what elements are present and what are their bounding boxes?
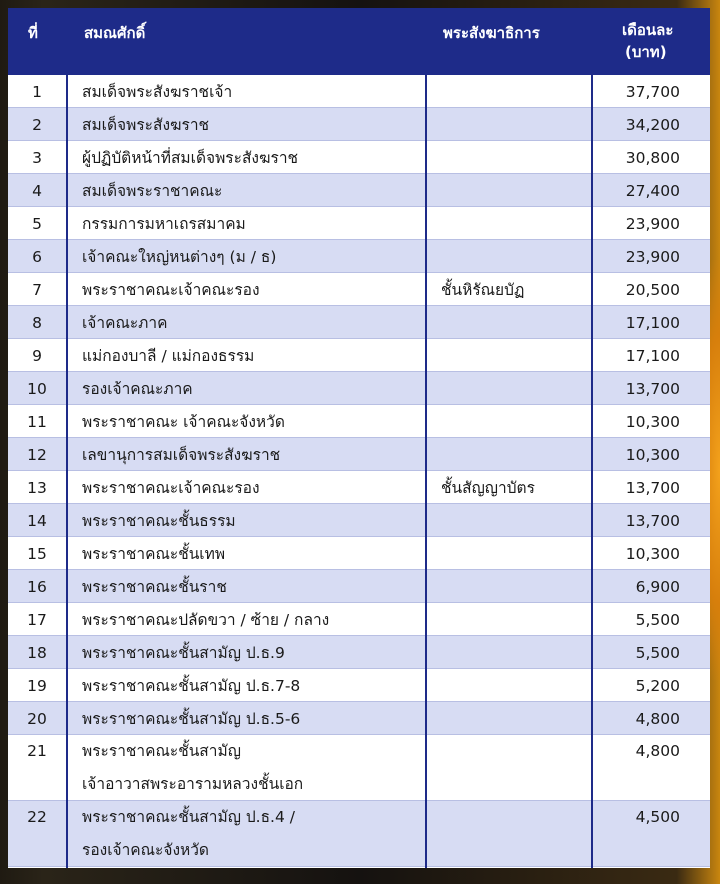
row-number: 18: [27, 643, 47, 662]
rank-title: พระราชาคณะปลัดขวา / ซ้าย / กลาง: [82, 611, 330, 629]
row-number: 4: [32, 181, 42, 200]
rank-title: พระราชาคณะชั้นสามัญ ป.ธ.9: [82, 644, 285, 662]
column-divider: [591, 75, 593, 868]
row-number: 17: [27, 610, 47, 629]
row-number: 8: [32, 313, 42, 332]
row-number: 13: [27, 478, 47, 497]
sub-rank: [427, 636, 593, 669]
table-row: [8, 438, 710, 471]
sub-rank: [427, 669, 593, 702]
sub-rank: [427, 141, 593, 174]
row-number: 14: [27, 511, 47, 530]
table-row: [8, 306, 710, 339]
sub-rank: [427, 702, 593, 735]
header-no: ที่: [28, 24, 38, 42]
table-row: [8, 504, 710, 537]
table-row: [8, 240, 710, 273]
sub-rank: [427, 801, 593, 867]
table-row: [8, 471, 710, 504]
row-number: 21: [27, 742, 47, 760]
sub-rank: ชั้นสัญญาบัตร: [441, 479, 535, 497]
row-number: 6: [32, 247, 42, 266]
rank-title-line: พระราชาคณะชั้นสามัญ: [82, 742, 241, 760]
row-number: 19: [27, 676, 47, 695]
monthly-allowance: 13,700: [625, 511, 680, 530]
row-number: 10: [27, 379, 47, 398]
row-number: 3: [32, 148, 42, 167]
rank-title: พระราชาคณะชั้นสามัญ ป.ธ.7-8: [82, 677, 301, 695]
monthly-allowance: 23,900: [625, 214, 680, 233]
table-row: [8, 75, 710, 108]
monthly-allowance: 20,500: [625, 280, 680, 299]
rank-title: [68, 801, 423, 867]
sub-rank: [427, 108, 593, 141]
monthly-allowance: 4,800: [635, 709, 680, 728]
row-number: 22: [27, 808, 47, 826]
row-number: 20: [27, 709, 47, 728]
monthly-allowance: 10,300: [625, 445, 680, 464]
table-header: [8, 8, 710, 75]
monthly-allowance: 13,700: [625, 379, 680, 398]
row-number: 1: [32, 82, 42, 101]
monthly-allowance: 27,400: [625, 181, 680, 200]
sub-rank: [427, 537, 593, 570]
sub-rank: [427, 240, 593, 273]
sub-rank: [427, 735, 593, 801]
monthly-allowance: 13,700: [625, 478, 680, 497]
column-divider: [425, 75, 427, 868]
monthly-allowance: 5,500: [635, 643, 680, 662]
monthly-allowance: 4,500: [635, 808, 680, 826]
rank-title: พระราชาคณะชั้นเทพ: [82, 545, 226, 563]
table-row: [8, 405, 710, 438]
sub-rank: ชั้นหิรัณยบัฏ: [441, 281, 525, 299]
sub-rank: [427, 405, 593, 438]
sub-rank: [427, 603, 593, 636]
sub-rank: [427, 174, 593, 207]
rank-title: พระราชาคณะเจ้าคณะรอง: [82, 479, 260, 497]
monthly-allowance: 30,800: [625, 148, 680, 167]
rank-title: พระราชาคณะชั้นธรรม: [82, 512, 236, 530]
table-row: [8, 669, 710, 702]
table-row: [8, 636, 710, 669]
table-row: [8, 603, 710, 636]
header-title: สมณศักดิ์: [84, 24, 146, 42]
table-row: [8, 339, 710, 372]
monthly-allowance: 6,900: [635, 577, 680, 596]
row-number: 2: [32, 115, 42, 134]
monthly-allowance: 10,300: [625, 412, 680, 431]
monthly-allowance: 23,900: [625, 247, 680, 266]
rank-title: ผู้ปฏิบัติหน้าที่สมเด็จพระสังฆราช: [82, 149, 299, 167]
row-divider: [8, 866, 710, 867]
rank-title-line: พระราชาคณะชั้นสามัญ ป.ธ.4 /: [82, 808, 295, 826]
table-row: [8, 174, 710, 207]
table-row: [8, 141, 710, 174]
sub-rank: [427, 438, 593, 471]
allowance-table: [8, 8, 710, 868]
table-row: [8, 801, 710, 867]
header-sub: พระสังฆาธิการ: [443, 24, 540, 42]
rank-title-line: รองเจ้าคณะจังหวัด: [82, 841, 209, 859]
sub-rank: [427, 372, 593, 405]
monthly-allowance: 10,300: [625, 544, 680, 563]
table-row: [8, 537, 710, 570]
rank-title: [68, 735, 423, 801]
rank-title: เลขานุการสมเด็จพระสังฆราช: [82, 446, 281, 464]
sub-rank: [427, 339, 593, 372]
rank-title: พระราชาคณะ เจ้าคณะจังหวัด: [82, 413, 285, 431]
rank-title: เจ้าคณะภาค: [82, 314, 168, 332]
table-row: [8, 207, 710, 240]
monthly-allowance: 4,800: [635, 742, 680, 760]
table-row: [8, 702, 710, 735]
rank-title: แม่กองบาลี / แม่กองธรรม: [82, 347, 255, 365]
column-divider: [66, 75, 68, 868]
table-row: [8, 108, 710, 141]
sub-rank: [427, 504, 593, 537]
rank-title: พระราชาคณะชั้นราช: [82, 578, 227, 596]
monthly-allowance: 34,200: [625, 115, 680, 134]
rank-title: รองเจ้าคณะภาค: [82, 380, 193, 398]
table-row: [8, 735, 710, 801]
rank-title: สมเด็จพระสังฆราช: [82, 116, 210, 134]
sub-rank: [427, 570, 593, 603]
sub-rank: [427, 75, 593, 108]
monthly-allowance: 17,100: [625, 346, 680, 365]
header-pay-line2: (บาท): [625, 43, 667, 61]
monthly-allowance: 5,500: [635, 610, 680, 629]
rank-title: กรรมการมหาเถรสมาคม: [82, 215, 246, 233]
row-number: 5: [32, 214, 42, 233]
rank-title: สมเด็จพระราชาคณะ: [82, 182, 223, 200]
rank-title: พระราชาคณะเจ้าคณะรอง: [82, 281, 260, 299]
rank-title: สมเด็จพระสังฆราชเจ้า: [82, 83, 233, 101]
rank-title-line: เจ้าอาวาสพระอารามหลวงชั้นเอก: [82, 775, 304, 793]
monthly-allowance: 5,200: [635, 676, 680, 695]
table-row: [8, 570, 710, 603]
rank-title: เจ้าคณะใหญ่หนต่างๆ (ม / ธ): [82, 248, 277, 266]
row-number: 12: [27, 445, 47, 464]
table-row: [8, 372, 710, 405]
header-pay-line1: เดือนละ: [622, 21, 674, 39]
row-number: 9: [32, 346, 42, 365]
row-number: 16: [27, 577, 47, 596]
sub-rank: [427, 207, 593, 240]
monthly-allowance: 37,700: [625, 82, 680, 101]
monthly-allowance: 17,100: [625, 313, 680, 332]
row-number: 11: [27, 412, 47, 431]
sub-rank: [427, 306, 593, 339]
rank-title: พระราชาคณะชั้นสามัญ ป.ธ.5-6: [82, 710, 301, 728]
table-row: [8, 273, 710, 306]
row-number: 15: [27, 544, 47, 563]
row-number: 7: [32, 280, 42, 299]
